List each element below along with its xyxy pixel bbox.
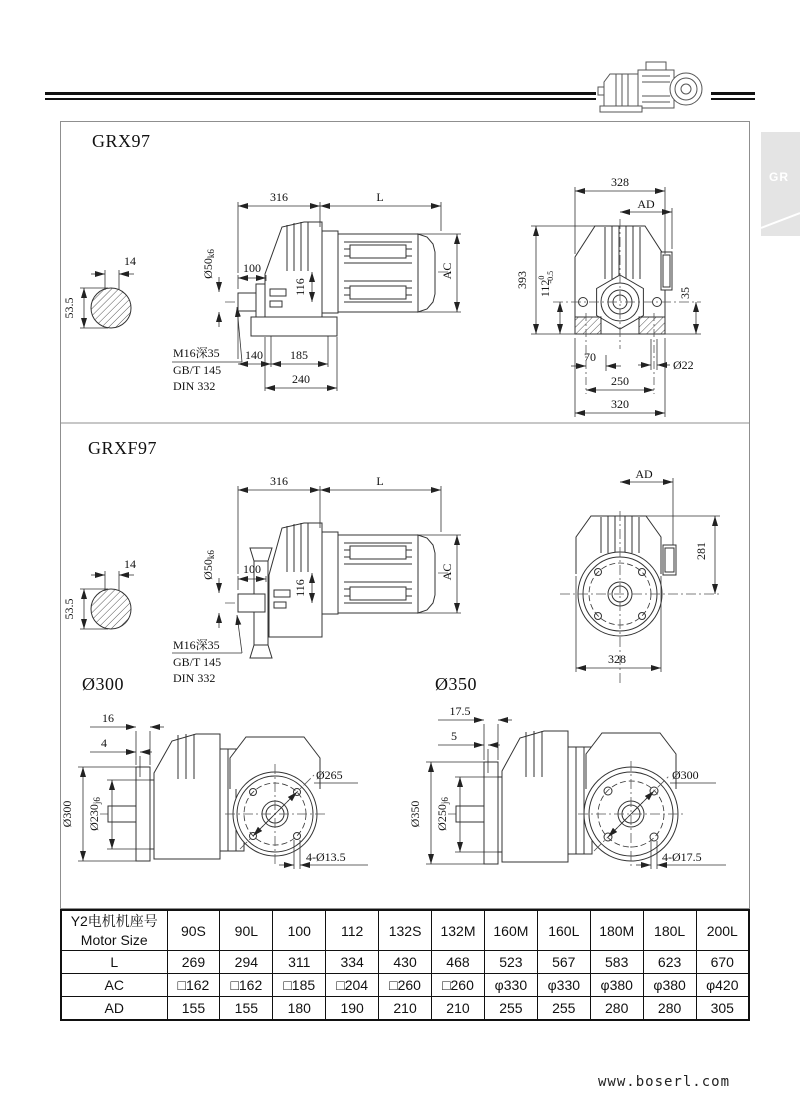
cell: 523 xyxy=(484,951,537,974)
col-header: 200L xyxy=(696,910,749,951)
cell: φ420 xyxy=(696,974,749,997)
dim-bolt-circle-300: Ø300 xyxy=(672,768,699,782)
dim-320: 320 xyxy=(611,397,629,411)
col-header: 160L xyxy=(537,910,590,951)
dim-328: 328 xyxy=(608,652,626,666)
col-header: 180L xyxy=(643,910,696,951)
header-motor-size-en: Motor Size xyxy=(80,931,148,948)
tap-note-2: GB/T 145 xyxy=(173,363,222,377)
dim-spigot-230: Ø230j6 xyxy=(87,797,102,831)
row-label: AD xyxy=(61,997,167,1021)
cell: □204 xyxy=(326,974,379,997)
dim-spigot-250: Ø250j6 xyxy=(435,797,450,831)
dim-16: 16 xyxy=(102,711,114,725)
dim-185: 185 xyxy=(290,348,308,362)
dim-112: $112^0-0.5$ xyxy=(537,270,555,298)
cell: 623 xyxy=(643,951,696,974)
col-header: 90L xyxy=(220,910,273,951)
grx97-side-view xyxy=(80,222,450,336)
cell: 567 xyxy=(537,951,590,974)
cell: 255 xyxy=(537,997,590,1021)
table-row-l xyxy=(61,951,749,974)
dim-14: 14 xyxy=(124,557,136,571)
dim-240: 240 xyxy=(292,372,310,386)
motor-size-table xyxy=(60,909,750,1021)
dim-L: L xyxy=(376,474,384,488)
dim-outer-350: Ø350 xyxy=(408,800,422,828)
side-tab-label: GR xyxy=(769,170,789,184)
col-header: 132S xyxy=(379,910,432,951)
section-title-grxf97: GRXF97 xyxy=(88,438,158,458)
header-motor-size-cn: Y2电机机座号 xyxy=(70,912,158,929)
dim-140: 140 xyxy=(245,348,263,362)
dim-AC: AC xyxy=(440,563,454,581)
grxf97-end-view xyxy=(560,511,720,684)
cell: □260 xyxy=(379,974,432,997)
dim-bolt-circle-265: Ø265 xyxy=(316,768,343,782)
dim-250: 250 xyxy=(611,374,629,388)
dim-281: 281 xyxy=(694,542,708,560)
col-header: 132M xyxy=(432,910,485,951)
dim-holes-13.5: 4-Ø13.5 xyxy=(306,850,346,864)
cell: 311 xyxy=(273,951,326,974)
dim-hole-22: Ø22 xyxy=(673,358,694,372)
cell: □185 xyxy=(273,974,326,997)
dim-holes-17.5: 4-Ø17.5 xyxy=(662,850,702,864)
cell: □162 xyxy=(220,974,273,997)
side-tab-gr xyxy=(761,132,800,236)
cell: 155 xyxy=(220,997,273,1021)
cell: 430 xyxy=(379,951,432,974)
cell: φ330 xyxy=(484,974,537,997)
dim-35: 35 xyxy=(678,287,692,299)
cell: 280 xyxy=(590,997,643,1021)
dim-shaft-dia: Ø50k6 xyxy=(201,249,216,279)
header-motor-size xyxy=(61,910,167,951)
dim-5: 5 xyxy=(451,729,457,743)
row-label: L xyxy=(61,951,167,974)
cell: □162 xyxy=(167,974,220,997)
dim-53.5: 53.5 xyxy=(62,598,76,620)
cell: 294 xyxy=(220,951,273,974)
dim-shaft-dia: Ø50k6 xyxy=(201,550,216,580)
tap-note-3: DIN 332 xyxy=(173,379,216,393)
dim-70: 70 xyxy=(584,350,596,364)
table-row-ad xyxy=(61,997,749,1021)
dim-100: 100 xyxy=(243,261,261,275)
dim-328: 328 xyxy=(611,175,629,189)
cell: 305 xyxy=(696,997,749,1021)
dim-AC: AC xyxy=(440,262,454,280)
dim-116: 116 xyxy=(293,579,307,597)
tap-note-1: M16深35 xyxy=(173,638,220,652)
dim-4: 4 xyxy=(101,736,107,750)
website-url: www.boserl.com xyxy=(598,1074,731,1090)
dim-393: 393 xyxy=(515,271,529,289)
cell: 269 xyxy=(167,951,220,974)
tap-note-2: GB/T 145 xyxy=(173,655,222,669)
cell: 255 xyxy=(484,997,537,1021)
tap-note-3: DIN 332 xyxy=(173,671,216,685)
section-title-flange350: Ø350 xyxy=(435,674,477,694)
dim-AD: AD xyxy=(637,197,655,211)
technical-drawings xyxy=(60,121,750,909)
cell: 180 xyxy=(273,997,326,1021)
dim-14: 14 xyxy=(124,254,136,268)
dim-116: 116 xyxy=(293,278,307,296)
dim-100: 100 xyxy=(243,562,261,576)
cell: 334 xyxy=(326,951,379,974)
grxf97-side-view xyxy=(80,523,450,658)
col-header: 160M xyxy=(484,910,537,951)
section-title-flange300: Ø300 xyxy=(82,674,124,694)
col-header: 112 xyxy=(326,910,379,951)
dim-17.5: 17.5 xyxy=(449,704,471,718)
cell: 583 xyxy=(590,951,643,974)
col-header: 100 xyxy=(273,910,326,951)
cell: 468 xyxy=(432,951,485,974)
flange350-views xyxy=(448,731,684,869)
dim-316: 316 xyxy=(270,190,288,204)
cell: φ380 xyxy=(590,974,643,997)
col-header: 180M xyxy=(590,910,643,951)
dim-outer-300: Ø300 xyxy=(60,800,74,828)
gearmotor-illustration xyxy=(596,54,711,118)
cell: φ380 xyxy=(643,974,696,997)
cell: 190 xyxy=(326,997,379,1021)
col-header: 90S xyxy=(167,910,220,951)
tap-note-1: M16深35 xyxy=(173,346,220,360)
dim-53.5: 53.5 xyxy=(62,297,76,319)
cell: □260 xyxy=(432,974,485,997)
cell: 210 xyxy=(432,997,485,1021)
dim-L: L xyxy=(376,190,384,204)
table-row-ac xyxy=(61,974,749,997)
dim-AD: AD xyxy=(635,467,653,481)
cell: 670 xyxy=(696,951,749,974)
flange300-views xyxy=(100,734,325,864)
cell: 280 xyxy=(643,997,696,1021)
cell: 210 xyxy=(379,997,432,1021)
row-label: AC xyxy=(61,974,167,997)
table-header-row xyxy=(61,910,749,951)
dim-316: 316 xyxy=(270,474,288,488)
cell: 155 xyxy=(167,997,220,1021)
cell: φ330 xyxy=(537,974,590,997)
section-title-grx97: GRX97 xyxy=(92,131,151,151)
